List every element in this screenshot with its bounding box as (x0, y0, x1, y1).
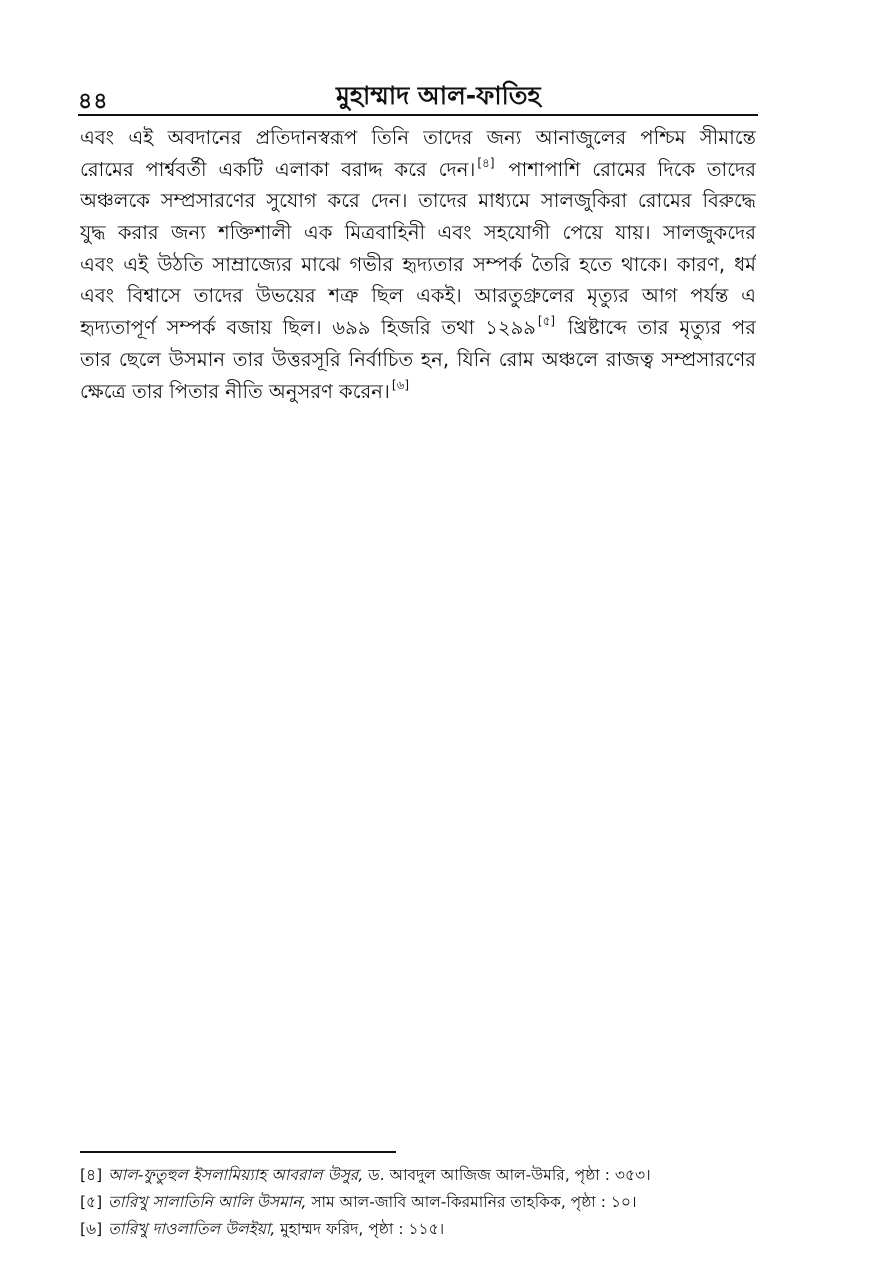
paragraph-line (80, 185, 756, 217)
line-text: পাশাপাশি রোমের দিকে তাদের (496, 157, 756, 181)
line-text: হৃদ্যতাপূর্ণ সম্পর্ক বজায় ছিল। ৬৯৯ হিজরি তথা ১২৯৯ (80, 316, 536, 340)
footnote-separator (80, 1151, 396, 1153)
paragraph-line (80, 312, 756, 344)
footnote-source-detail: মুহাম্মদ ফরিদ, পৃষ্ঠা : ১১৫। (275, 1220, 445, 1238)
footnote-source-title: তারিখু দাওলাতিল উলইয়া, (108, 1220, 276, 1238)
line-text: এবং বিশ্বাসে তাদের উভয়ের শত্রু ছিল একই। আরতুগ্রুলের মৃত্যুর আগ পর্যন্ত এ (80, 284, 756, 308)
footnote-item (80, 1189, 770, 1216)
running-title: মুহাম্মাদ আল-ফাতিহ (336, 81, 541, 110)
page-header (78, 76, 758, 116)
footnote-source-title: তারিখু সালাতিনি আলি উসমান, (108, 1193, 307, 1211)
footnote-marker: [৬] (80, 1220, 103, 1238)
body-paragraph (80, 122, 756, 407)
footnotes (80, 1162, 770, 1243)
line-text: খ্রিষ্টাব্দে তার মৃত্যুর পর (557, 316, 756, 340)
footnote-reference[interactable]: [৫] (537, 314, 556, 329)
line-text: ক্ষেত্রে তার পিতার নীতি অনুসরণ করেন। (80, 379, 390, 403)
footnote-source-title: আল-ফুতুহুল ইসলামিয়্যাহ আবরাল উসুর, (108, 1166, 364, 1184)
line-text: তার ছেলে উসমান তার উত্তরসূরি নির্বাচিত হন, যিনি রোম অঞ্চলে রাজত্ব সম্প্রসারণের (80, 347, 756, 371)
footnote-marker: [৫] (80, 1193, 103, 1211)
footnote-item (80, 1216, 770, 1243)
page-number: ৪৪ (78, 89, 109, 114)
footnote-reference[interactable]: [৪] (477, 155, 495, 170)
line-text: এবং এই অবদানের প্রতিদানস্বরূপ তিনি তাদের জন্য আনাজুলের পশ্চিম সীমান্তে (80, 126, 756, 149)
line-text: রোমের পার্শ্ববর্তী একটি এলাকা বরাদ্দ করে দেন। (80, 157, 476, 181)
footnote-reference[interactable]: [৬] (391, 377, 410, 392)
paragraph-line (80, 376, 756, 408)
line-text: যুদ্ধ করার জন্য শক্তিশালী এক মিত্রবাহিনী এবং সহযোগী পেয়ে যায়। সালজুকদের (80, 221, 756, 245)
line-text: এবং এই উঠতি সাম্রাজ্যের মাঝে গভীর হৃদ্যতার সম্পর্ক তৈরি হতে থাকে। কারণ, ধর্ম (80, 252, 756, 276)
paragraph-line (80, 280, 756, 312)
footnote-item (80, 1162, 770, 1189)
line-text: অঞ্চলকে সম্প্রসারণের সুযোগ করে দেন। তাদের মাধ্যমে সালজুকিরা রোমের বিরুদ্ধে (80, 189, 756, 213)
footnote-source-detail: সাম আল-জাবি আল-কিরমানির তাহকিক, পৃষ্ঠা : ১০। (306, 1193, 637, 1211)
paragraph-line (80, 344, 756, 376)
paragraph-line (80, 249, 756, 281)
paragraph-line (80, 122, 756, 154)
header-rule (78, 114, 758, 116)
footnote-marker: [৪] (80, 1166, 103, 1184)
paragraph-line (80, 154, 756, 186)
footnote-source-detail: ড. আবদুল আজিজ আল-উমরি, পৃষ্ঠা : ৩৫৩। (363, 1166, 651, 1184)
paragraph-line (80, 217, 756, 249)
